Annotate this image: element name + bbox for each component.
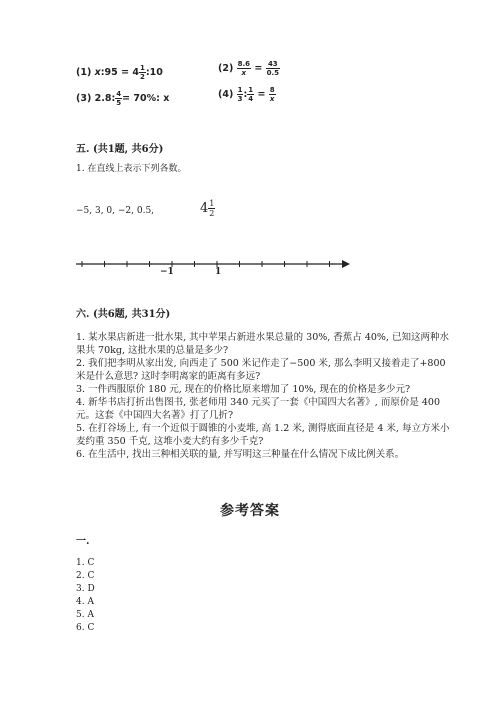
answer-item: 6. C [76, 623, 95, 633]
answer-item: 2. C [76, 571, 95, 581]
mixed-number: 4 $\frac{1}{2}$ [200, 199, 215, 218]
section-5-heading: 五. (共1题, 共6分) [76, 144, 164, 155]
question-2: 2. 我们把李明从家出发, 向西走了 500 米记作走了−500 米, 那么李明又接着走了+800 米是什么意思? 这时李明离家的距离有多远? [76, 358, 446, 382]
answer-item: 3. D [76, 584, 95, 594]
equation-4: (4) $\frac{1}{3}$ : $\frac{1}{4}$ = $\frac{8}{x}$ [218, 86, 275, 103]
tick-label-1: 1 [215, 267, 222, 277]
section-6-heading: 六. (共6题, 共31分) [76, 309, 171, 320]
section-6-questions [76, 331, 456, 461]
answer-item: 1. C [76, 558, 95, 568]
answers-list [76, 557, 95, 635]
question-6: 6. 在生活中, 找出三种相关联的量, 并写明这三种量在什么情况下成比例关系。 [76, 449, 405, 460]
question-1: 1. 某水果店新进一批水果, 其中苹果占新进水果总量的 30%, 香蕉占 40%, 已知这两种水果共 70kg, 这批水果的总量是多少? [76, 332, 449, 356]
number-line-arrow [342, 260, 350, 268]
tick-label-neg1: −1 [160, 267, 174, 277]
answers-title: 参考答案 [220, 503, 280, 519]
answer-item: 5. A [76, 610, 94, 620]
answer-item: 4. A [76, 597, 94, 607]
equation-2: (2) $\frac{8.6}{x}$ = $\frac{43}{0.5}$ [218, 60, 280, 77]
equation-3: (3) 2.8: $\frac{4}{5}$ = 70%: x [76, 90, 170, 107]
section-5-question: 1. 在直线上表示下列各数。 [76, 164, 187, 174]
number-line [70, 254, 355, 278]
question-5: 5. 在打谷场上, 有一个近似于圆锥的小麦堆, 高 1.2 米, 测得底面直径是 4 米, 每立方米小麦约重 350 千克, 这堆小麦大约有多少千克? [76, 423, 450, 447]
numbers-list: −5, 3, 0, −2, 0.5, [76, 206, 155, 216]
answers-section: 一. [76, 536, 90, 547]
question-3: 3. 一件西服原价 180 元, 现在的价格比原来增加了 10%, 现在的价格是多少元? [76, 384, 411, 395]
question-4: 4. 新华书店打折出售图书, 张老师用 340 元买了一套《中国四大名著》, 而原价是 400 元。这套《中国四大名著》打了几折? [76, 397, 440, 421]
equation-1: (1) x:95 = 4 $\frac{1}{2}$ :10 [76, 64, 163, 81]
